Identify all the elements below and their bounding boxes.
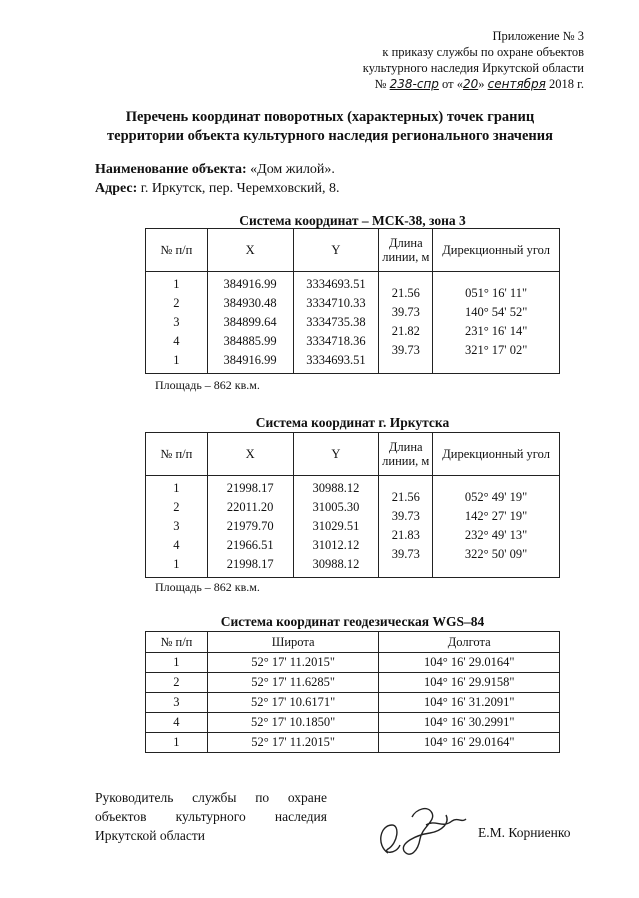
- table1-header-length: Длина линии, м: [379, 229, 433, 272]
- table1-y-col: 3334693.51 3334710.33 3334735.38 3334718.36 3334693.51: [293, 272, 379, 374]
- table-row: 4 52° 17' 10.1850" 104° 16' 30.2991": [146, 713, 560, 733]
- object-info: [95, 160, 340, 198]
- table2-header-x: X: [207, 433, 293, 476]
- handwritten-signature: [370, 795, 470, 865]
- table2-angle-col: 052° 49' 19" 142° 27' 19" 232° 49' 13" 322° 50' 09": [433, 476, 560, 578]
- table3: [145, 631, 560, 753]
- table1-length-col: 21.56 39.73 21.82 39.73: [379, 272, 433, 374]
- table3-header-num: № п/п: [146, 632, 208, 653]
- appendix-line-1: Приложение № 3: [492, 29, 584, 43]
- table1-caption: Система координат – МСК-38, зона 3: [239, 213, 466, 228]
- table2-length-col: 21.56 39.73 21.83 39.73: [379, 476, 433, 578]
- document-title: Перечень координат поворотных (характерных) точек границ территории объекта культурного наследия регионального значения: [107, 109, 553, 144]
- signatory-title: Руководитель службы по охране объектов культурного наследия Иркутской области: [95, 790, 327, 843]
- table-row: 2 52° 17' 11.6285" 104° 16' 29.9158": [146, 673, 560, 693]
- table2-header-num: № п/п: [146, 433, 208, 476]
- table3-header-lon: Долгота: [379, 632, 560, 653]
- table1-angle-col: 051° 16' 11" 140° 54' 52" 231° 16' 14" 321° 17' 02": [433, 272, 560, 374]
- table1-x-col: 384916.99 384930.48 384899.64 384885.99 384916.99: [207, 272, 293, 374]
- table1-header-x: X: [207, 229, 293, 272]
- table2-area: Площадь – 862 кв.м.: [155, 580, 260, 594]
- table1-header-num: № п/п: [146, 229, 208, 272]
- table2-points-col: 1 2 3 4 1: [146, 476, 208, 578]
- appendix-line-3: культурного наследия Иркутской области: [362, 61, 584, 75]
- table1-header-angle: Дирекционный угол: [433, 229, 560, 272]
- table3-header-lat: Широта: [207, 632, 379, 653]
- table2-x-col: 21998.17 22011.20 21979.70 21966.51 21998.17: [207, 476, 293, 578]
- table1-points-col: 1 2 3 4 1: [146, 272, 208, 374]
- table1-header-y: Y: [293, 229, 379, 272]
- table2-header-length: Длина линии, м: [379, 433, 433, 476]
- table2-caption: Система координат г. Иркутска: [255, 415, 450, 430]
- table3-caption: Система координат геодезическая WGS–84: [220, 614, 485, 629]
- appendix-block: [254, 28, 584, 92]
- table1-area: Площадь – 862 кв.м.: [155, 378, 260, 392]
- table-row: 1 52° 17' 11.2015" 104° 16' 29.0164": [146, 733, 560, 753]
- table2-header-y: Y: [293, 433, 379, 476]
- order-number: 238-спр: [389, 77, 439, 91]
- order-day: 20: [462, 77, 479, 91]
- table2-header-angle: Дирекционный угол: [433, 433, 560, 476]
- table-row: 3 52° 17' 10.6171" 104° 16' 31.2091": [146, 693, 560, 713]
- table2-y-col: 30988.12 31005.30 31029.51 31012.12 30988.12: [293, 476, 379, 578]
- appendix-line-2: к приказу службы по охране объектов: [382, 45, 584, 59]
- table1: [145, 228, 560, 374]
- table2: [145, 432, 560, 578]
- appendix-order-line: № 238-спр от «20» сентября 2018 г.: [374, 77, 584, 91]
- object-address: Адрес: г. Иркутск, пер. Черемховский, 8.: [95, 181, 340, 196]
- signatory-name: Е.М. Корниенко: [478, 825, 571, 840]
- object-name: Наименование объекта: «Дом жилой».: [95, 162, 335, 177]
- table-row: 1 52° 17' 11.2015" 104° 16' 29.0164": [146, 653, 560, 673]
- order-month: сентября: [487, 77, 546, 91]
